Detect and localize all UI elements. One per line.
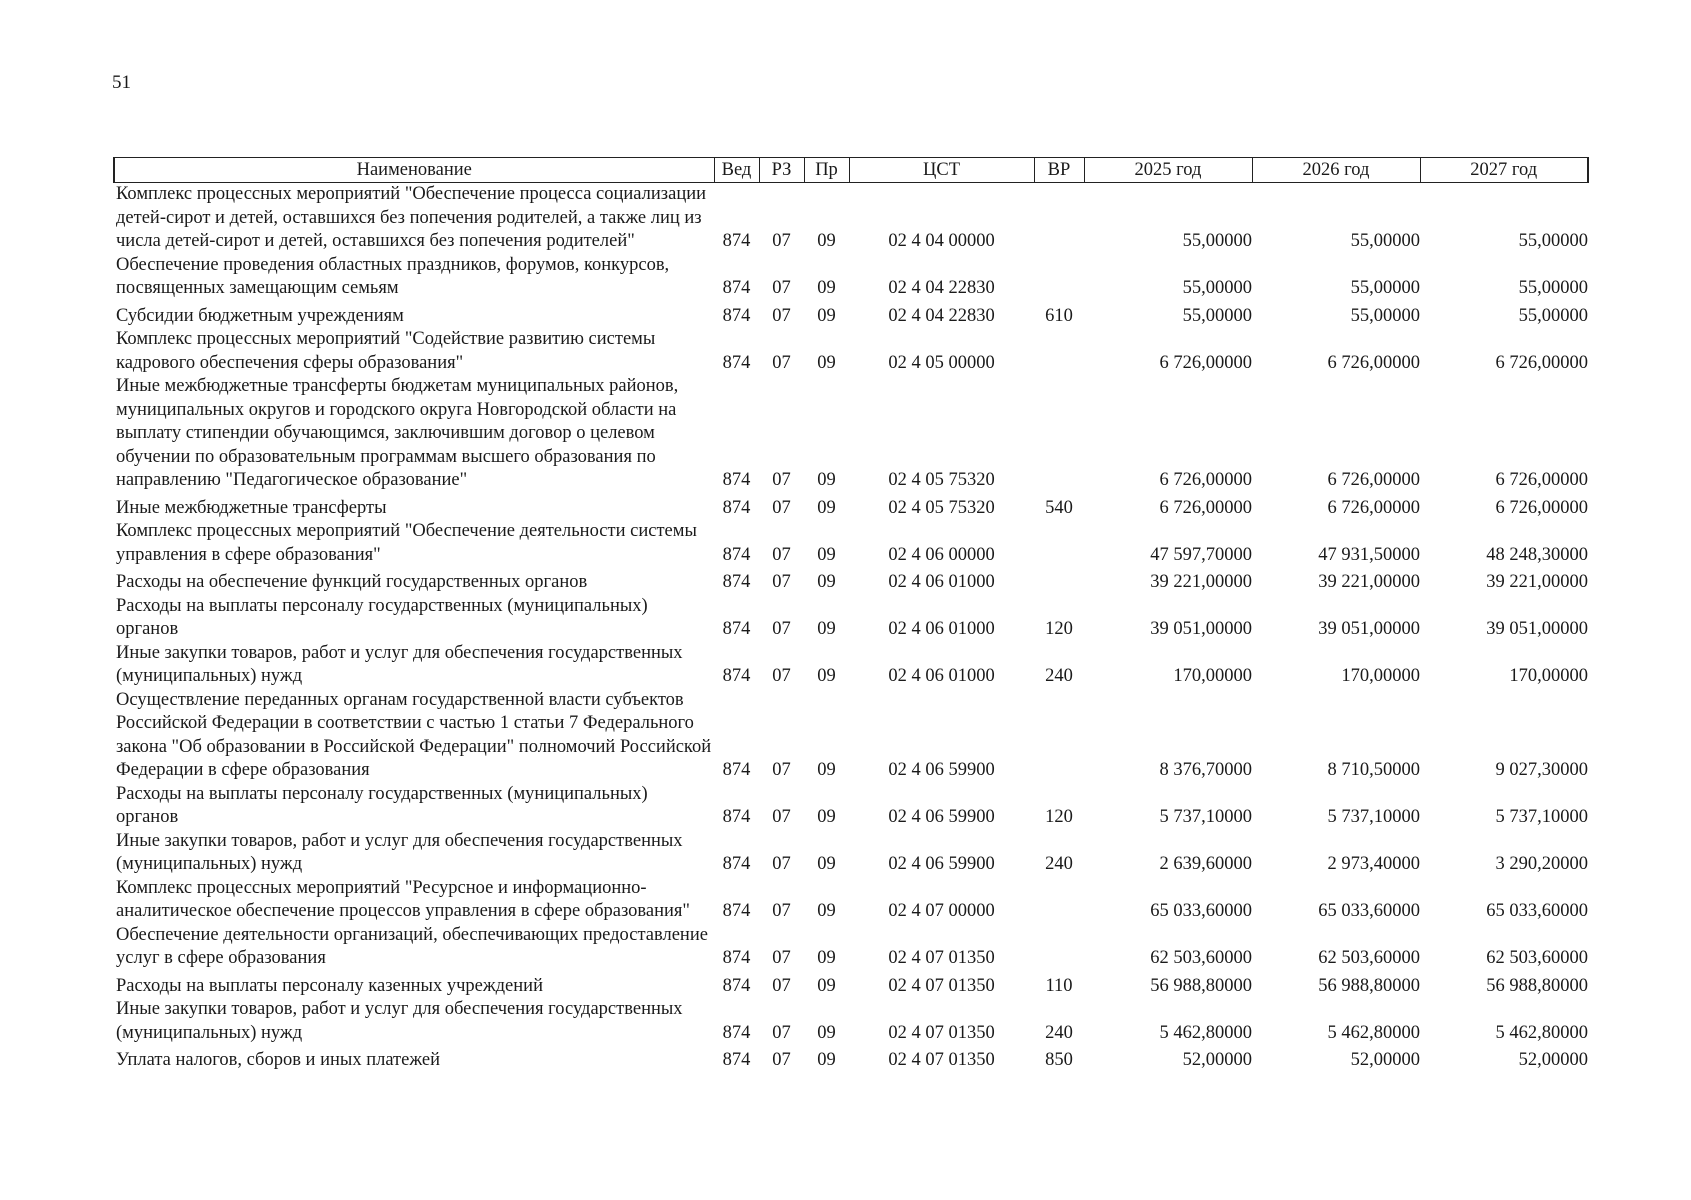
cell-2027: 6 726,00000 [1495, 352, 1588, 373]
cell-rz: 07 [772, 544, 791, 565]
cell-ved: 874 [722, 352, 751, 373]
table-row [114, 520, 1588, 567]
cell-2027: 56 988,80000 [1486, 975, 1588, 996]
cell-2027: 6 726,00000 [1495, 470, 1588, 490]
cell-pr: 09 [817, 497, 836, 518]
cell-cst: 02 4 04 22830 [888, 278, 995, 298]
cell-vr: 240 [1045, 1022, 1073, 1043]
cell-2026: 65 033,60000 [1318, 901, 1420, 921]
cell-name: Иные закупки товаров, работ и услуг для обеспечения государственных (муниципальных) нужд [116, 999, 683, 1043]
cell-vr: 850 [1045, 1050, 1073, 1070]
cell-name: Уплата налогов, сборов и иных платежей [116, 1050, 441, 1070]
cell-2027: 52,00000 [1518, 1050, 1588, 1070]
table-row [114, 301, 1588, 329]
cell-cst: 02 4 06 01000 [888, 619, 995, 639]
cell-rz: 07 [772, 975, 791, 996]
cell-2025: 2 639,60000 [1159, 854, 1252, 874]
cell-2026: 5 737,10000 [1327, 807, 1420, 827]
cell-2027: 65 033,60000 [1486, 901, 1588, 921]
cell-name: Иные межбюджетные трансферты бюджетам муниципальных районов, муниципальных округов и городского округа Новгородской области на выплату стипендии обучающимся, заключившим договор о целевом обучении по образовательным программам высшего образования по направлению "Педагогическое образование" [116, 376, 679, 490]
cell-cst: 02 4 05 75320 [888, 470, 995, 490]
cell-rz: 07 [772, 278, 791, 298]
cell-pr: 09 [817, 975, 836, 996]
header-2025: 2025 год [1084, 158, 1252, 183]
cell-pr: 09 [817, 544, 836, 565]
cell-ved: 874 [722, 1022, 751, 1043]
cell-2026: 55,00000 [1350, 278, 1420, 298]
cell-vr: 120 [1045, 807, 1073, 827]
cell-cst: 02 4 06 59900 [888, 854, 995, 874]
cell-pr: 09 [817, 807, 836, 827]
cell-2025: 62 503,60000 [1150, 948, 1252, 968]
cell-vr: 110 [1045, 975, 1073, 996]
table-row [114, 689, 1588, 783]
cell-vr [1034, 375, 1084, 493]
cell-cst: 02 4 07 00000 [888, 901, 995, 921]
table-row [114, 971, 1588, 999]
table-row [114, 924, 1588, 971]
cell-2026: 56 988,80000 [1318, 975, 1420, 996]
cell-name: Расходы на выплаты персоналу государственных (муниципальных) органов [116, 595, 648, 639]
cell-2026: 39 051,00000 [1318, 619, 1420, 639]
cell-vr [1034, 924, 1084, 971]
cell-2025: 6 726,00000 [1159, 470, 1252, 490]
cell-rz: 07 [772, 948, 791, 968]
cell-vr: 120 [1045, 619, 1073, 639]
cell-pr: 09 [817, 1050, 836, 1070]
cell-rz: 07 [772, 666, 791, 686]
cell-2025: 55,00000 [1182, 305, 1252, 326]
table-row [114, 183, 1588, 254]
cell-rz: 07 [772, 305, 791, 326]
cell-cst: 02 4 07 01350 [888, 975, 995, 996]
cell-pr: 09 [817, 619, 836, 639]
cell-vr [1034, 254, 1084, 301]
table-row [114, 998, 1588, 1045]
cell-cst: 02 4 06 00000 [888, 544, 995, 565]
table-row [114, 830, 1588, 877]
cell-pr: 09 [817, 231, 836, 251]
table-row [114, 567, 1588, 595]
cell-pr: 09 [817, 278, 836, 298]
cell-2027: 48 248,30000 [1486, 544, 1588, 565]
cell-2027: 62 503,60000 [1486, 948, 1588, 968]
cell-ved: 874 [722, 975, 751, 996]
cell-pr: 09 [817, 666, 836, 686]
cell-rz: 07 [772, 807, 791, 827]
cell-pr: 09 [817, 854, 836, 874]
cell-ved: 874 [722, 901, 751, 921]
cell-name: Обеспечение проведения областных праздников, форумов, конкурсов, посвященных замещающим семьям [116, 254, 670, 298]
cell-pr: 09 [817, 901, 836, 921]
page-number: 51 [112, 72, 131, 93]
cell-ved: 874 [722, 544, 751, 565]
cell-rz: 07 [772, 497, 791, 518]
table-header [114, 158, 1588, 183]
header-2026: 2026 год [1252, 158, 1420, 183]
cell-2026: 52,00000 [1350, 1050, 1420, 1070]
cell-rz: 07 [772, 231, 791, 251]
cell-name: Обеспечение деятельности организаций, обеспечивающих предоставление услуг в сфере образования [116, 924, 708, 968]
table-row [114, 783, 1588, 830]
cell-2027: 3 290,20000 [1495, 854, 1588, 874]
cell-ved: 874 [722, 231, 751, 251]
cell-cst: 02 4 07 01350 [888, 948, 995, 968]
cell-2025: 55,00000 [1182, 278, 1252, 298]
cell-cst: 02 4 06 01000 [888, 572, 995, 592]
table-row [114, 375, 1588, 493]
cell-ved: 874 [722, 1050, 751, 1070]
cell-ved: 874 [722, 760, 751, 780]
cell-vr [1034, 689, 1084, 783]
cell-2027: 5 737,10000 [1495, 807, 1588, 827]
cell-2026: 170,00000 [1341, 666, 1420, 686]
table-row [114, 642, 1588, 689]
header-ved: Вед [714, 158, 759, 183]
cell-name: Субсидии бюджетным учреждениям [116, 305, 404, 326]
cell-name: Иные закупки товаров, работ и услуг для обеспечения государственных (муниципальных) нужд [116, 830, 683, 874]
cell-cst: 02 4 05 00000 [888, 352, 995, 373]
cell-ved: 874 [722, 305, 751, 326]
cell-ved: 874 [722, 278, 751, 298]
cell-vr [1034, 877, 1084, 924]
cell-vr: 240 [1045, 854, 1073, 874]
cell-2027: 5 462,80000 [1495, 1022, 1588, 1043]
cell-2026: 55,00000 [1350, 305, 1420, 326]
header-rz: РЗ [759, 158, 804, 183]
cell-pr: 09 [817, 572, 836, 592]
cell-2025: 8 376,70000 [1159, 760, 1252, 780]
cell-cst: 02 4 06 59900 [888, 807, 995, 827]
cell-2027: 39 051,00000 [1486, 619, 1588, 639]
cell-name: Расходы на выплаты персоналу казенных учреждений [116, 975, 543, 996]
cell-2026: 2 973,40000 [1327, 854, 1420, 874]
cell-rz: 07 [772, 572, 791, 592]
cell-cst: 02 4 05 75320 [888, 497, 995, 518]
cell-2027: 9 027,30000 [1495, 760, 1588, 780]
cell-2025: 39 221,00000 [1150, 572, 1252, 592]
header-pr: Пр [804, 158, 849, 183]
table-row [114, 595, 1588, 642]
cell-2026: 55,00000 [1350, 231, 1420, 251]
cell-vr [1034, 183, 1084, 254]
cell-2027: 39 221,00000 [1486, 572, 1588, 592]
cell-2025: 52,00000 [1182, 1050, 1252, 1070]
cell-pr: 09 [817, 760, 836, 780]
cell-2026: 47 931,50000 [1318, 544, 1420, 565]
cell-vr: 540 [1045, 497, 1073, 518]
cell-2027: 55,00000 [1518, 278, 1588, 298]
cell-2025: 65 033,60000 [1150, 901, 1252, 921]
cell-rz: 07 [772, 854, 791, 874]
cell-cst: 02 4 06 01000 [888, 666, 995, 686]
cell-2026: 6 726,00000 [1327, 497, 1420, 518]
cell-2026: 6 726,00000 [1327, 352, 1420, 373]
table-row [114, 254, 1588, 301]
header-vr: ВР [1034, 158, 1084, 183]
cell-pr: 09 [817, 305, 836, 326]
header-cst: ЦСТ [849, 158, 1034, 183]
cell-2025: 47 597,70000 [1150, 544, 1252, 565]
cell-rz: 07 [772, 352, 791, 373]
table-row [114, 877, 1588, 924]
table-row [114, 328, 1588, 375]
cell-vr: 240 [1045, 666, 1073, 686]
cell-vr [1034, 328, 1084, 375]
cell-name: Комплекс процессных мероприятий "Ресурсное и информационно-аналитическое обеспечение процессов управления в сфере образования" [116, 877, 690, 921]
cell-cst: 02 4 07 01350 [888, 1022, 995, 1043]
cell-2025: 5 462,80000 [1159, 1022, 1252, 1043]
cell-cst: 02 4 07 01350 [888, 1050, 995, 1070]
cell-pr: 09 [817, 948, 836, 968]
cell-rz: 07 [772, 760, 791, 780]
cell-2027: 55,00000 [1518, 305, 1588, 326]
table-row [114, 493, 1588, 521]
cell-ved: 874 [722, 470, 751, 490]
cell-ved: 874 [722, 572, 751, 592]
cell-rz: 07 [772, 470, 791, 490]
cell-rz: 07 [772, 1050, 791, 1070]
cell-name: Осуществление переданных органам государственной власти субъектов Российской Федерации в соответствии с частью 1 статьи 7 Федерального закона "Об образовании в Российской Федерации" полномочий Российской Федерации в сфере образования [116, 689, 712, 780]
cell-name: Иные межбюджетные трансферты [116, 497, 387, 518]
header-2027: 2027 год [1420, 158, 1588, 183]
cell-cst: 02 4 06 59900 [888, 760, 995, 780]
cell-name: Комплекс процессных мероприятий "Обеспечение деятельности системы управления в сфере образования" [116, 521, 697, 565]
cell-vr [1034, 520, 1084, 567]
cell-ved: 874 [722, 854, 751, 874]
cell-2025: 5 737,10000 [1159, 807, 1252, 827]
cell-name: Комплекс процессных мероприятий "Содействие развитию системы кадрового обеспечения сферы образования" [116, 329, 656, 373]
cell-2026: 62 503,60000 [1318, 948, 1420, 968]
cell-pr: 09 [817, 1022, 836, 1043]
cell-2026: 5 462,80000 [1327, 1022, 1420, 1043]
cell-cst: 02 4 04 00000 [888, 231, 995, 251]
cell-pr: 09 [817, 470, 836, 490]
cell-2026: 6 726,00000 [1327, 470, 1420, 490]
cell-2027: 170,00000 [1509, 666, 1588, 686]
cell-ved: 874 [722, 497, 751, 518]
cell-ved: 874 [722, 807, 751, 827]
cell-ved: 874 [722, 666, 751, 686]
cell-2026: 39 221,00000 [1318, 572, 1420, 592]
cell-2025: 6 726,00000 [1159, 352, 1252, 373]
cell-2025: 170,00000 [1173, 666, 1252, 686]
cell-ved: 874 [722, 948, 751, 968]
cell-2025: 56 988,80000 [1150, 975, 1252, 996]
cell-rz: 07 [772, 619, 791, 639]
cell-vr [1034, 567, 1084, 595]
cell-rz: 07 [772, 901, 791, 921]
cell-name: Расходы на выплаты персоналу государственных (муниципальных) органов [116, 783, 648, 827]
cell-name: Иные закупки товаров, работ и услуг для обеспечения государственных (муниципальных) нужд [116, 642, 683, 686]
table-row [114, 1045, 1588, 1073]
cell-ved: 874 [722, 619, 751, 639]
cell-2025: 39 051,00000 [1150, 619, 1252, 639]
cell-2026: 8 710,50000 [1327, 760, 1420, 780]
cell-vr: 610 [1045, 305, 1073, 326]
cell-2025: 6 726,00000 [1159, 497, 1252, 518]
cell-2025: 55,00000 [1182, 231, 1252, 251]
cell-rz: 07 [772, 1022, 791, 1043]
cell-name: Расходы на обеспечение функций государственных органов [116, 572, 588, 592]
cell-name: Комплекс процессных мероприятий "Обеспечение процесса социализации детей-сирот и детей, оставшихся без попечения родителей, а также лиц из числа детей-сирот и детей, оставшихся без попечения родителей" [116, 184, 707, 251]
cell-cst: 02 4 04 22830 [888, 305, 995, 326]
cell-2027: 55,00000 [1518, 231, 1588, 251]
budget-table [113, 157, 1589, 1073]
cell-2027: 6 726,00000 [1495, 497, 1588, 518]
table-body [114, 183, 1588, 1073]
header-name: Наименование [114, 158, 714, 183]
cell-pr: 09 [817, 352, 836, 373]
